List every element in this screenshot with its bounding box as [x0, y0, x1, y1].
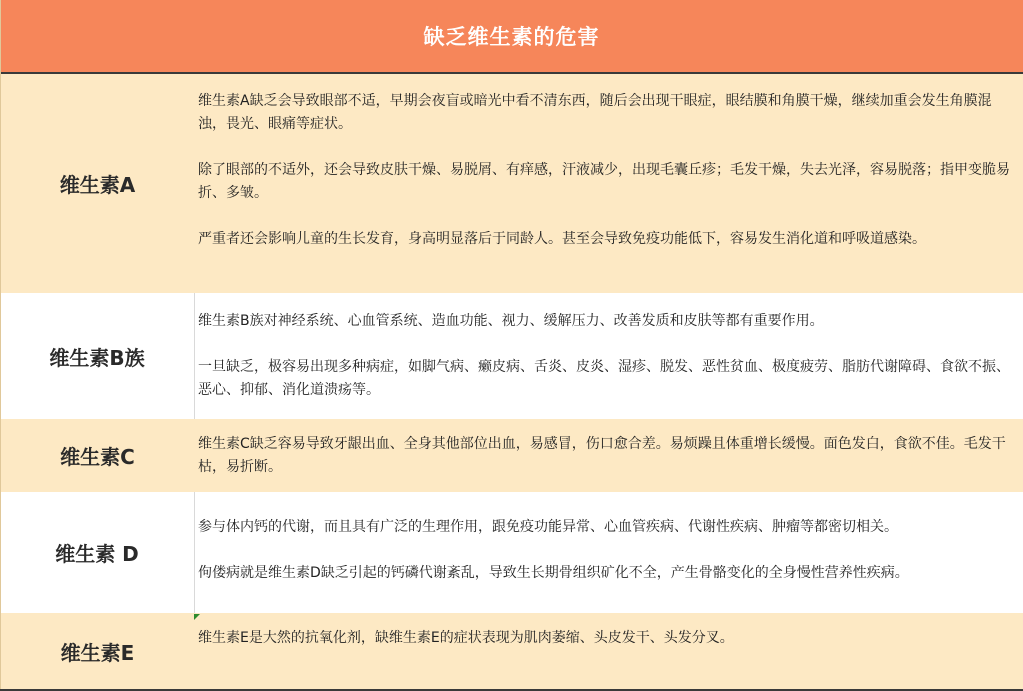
- row-label-cell: [0, 419, 195, 492]
- paragraph: 一旦缺乏，极容易出现多种病症，如脚气病、癞皮病、舌炎、皮炎、湿疹、脱发、恶性贫血、极度疲劳、脂肪代谢障碍、食欲不振、恶心、抑郁、消化道溃疡等。: [198, 359, 1010, 398]
- paragraph: 除了眼部的不适外，还会导致皮肤干燥、易脱屑、有痒感，汗液减少，出现毛囊丘疹；毛发干燥，失去光泽，容易脱落；指甲变脆易折、多皱。: [198, 162, 1010, 201]
- table-row-vitamin-a: [0, 74, 1023, 293]
- page-title: 缺乏维生素的危害: [423, 25, 600, 49]
- row-content-cell: [195, 419, 1023, 492]
- row-content-cell: [195, 74, 1023, 293]
- row-content-cell: [195, 492, 1023, 613]
- paragraph: 参与体内钙的代谢，而且具有广泛的生理作用，跟免疫功能异常、心血管疾病、代谢性疾病、肿瘤等都密切相关。: [198, 519, 898, 535]
- paragraph: 维生素B族对神经系统、心血管系统、造血功能、视力、缓解压力、改善发质和皮肤等都有重要作用。: [198, 313, 824, 329]
- table-row-vitamin-d: [0, 492, 1023, 613]
- row-label-cell: [0, 74, 195, 293]
- row-label-vitamin-b: 维生素B族: [49, 345, 145, 370]
- row-label-vitamin-e: 维生素E: [60, 640, 135, 665]
- row-label-vitamin-c: 维生素C: [60, 445, 135, 469]
- table-row-vitamin-b: [0, 293, 1023, 419]
- table-row-vitamin-c: [0, 419, 1023, 492]
- cell-comment-marker-icon: [194, 614, 200, 620]
- row-label-vitamin-a: 维生素A: [59, 173, 136, 197]
- paragraph: 维生素A缺乏会导致眼部不适，早期会夜盲或暗光中看不清东西，随后会出现干眼症，眼结膜和角膜干燥，继续加重会发生角膜混浊，畏光、眼痛等症状。: [198, 93, 992, 132]
- row-label-cell: [0, 613, 195, 689]
- row-content-cell: [195, 613, 1023, 689]
- table-row-vitamin-e: [0, 613, 1023, 689]
- paragraph: 严重者还会影响儿童的生长发育，身高明显落后于同龄人。甚至会导致免疫功能低下，容易发生消化道和呼吸道感染。: [198, 231, 926, 247]
- row-label-cell: [0, 492, 195, 613]
- table-left-border: [0, 0, 1, 691]
- row-label-vitamin-d: 维生素 D: [55, 542, 139, 566]
- table-body: [0, 74, 1023, 689]
- row-content-cell: [195, 293, 1023, 419]
- paragraph: 佝偻病就是维生素D缺乏引起的钙磷代谢紊乱，导致生长期骨组织矿化不全，产生骨骼变化的全身慢性营养性疾病。: [198, 565, 909, 581]
- paragraph: 维生素E是大然的抗氧化剂，缺维生素E的症状表现为肌肉萎缩、头皮发干、头发分叉。: [198, 630, 734, 646]
- table-header: [0, 0, 1023, 74]
- paragraph: 维生素C缺乏容易导致牙龈出血、全身其他部位出血，易感冒，伤口愈合差。易烦躁且体重增长缓慢。面色发白，食欲不佳。毛发干枯，易折断。: [198, 436, 1006, 475]
- row-label-cell: [0, 293, 195, 419]
